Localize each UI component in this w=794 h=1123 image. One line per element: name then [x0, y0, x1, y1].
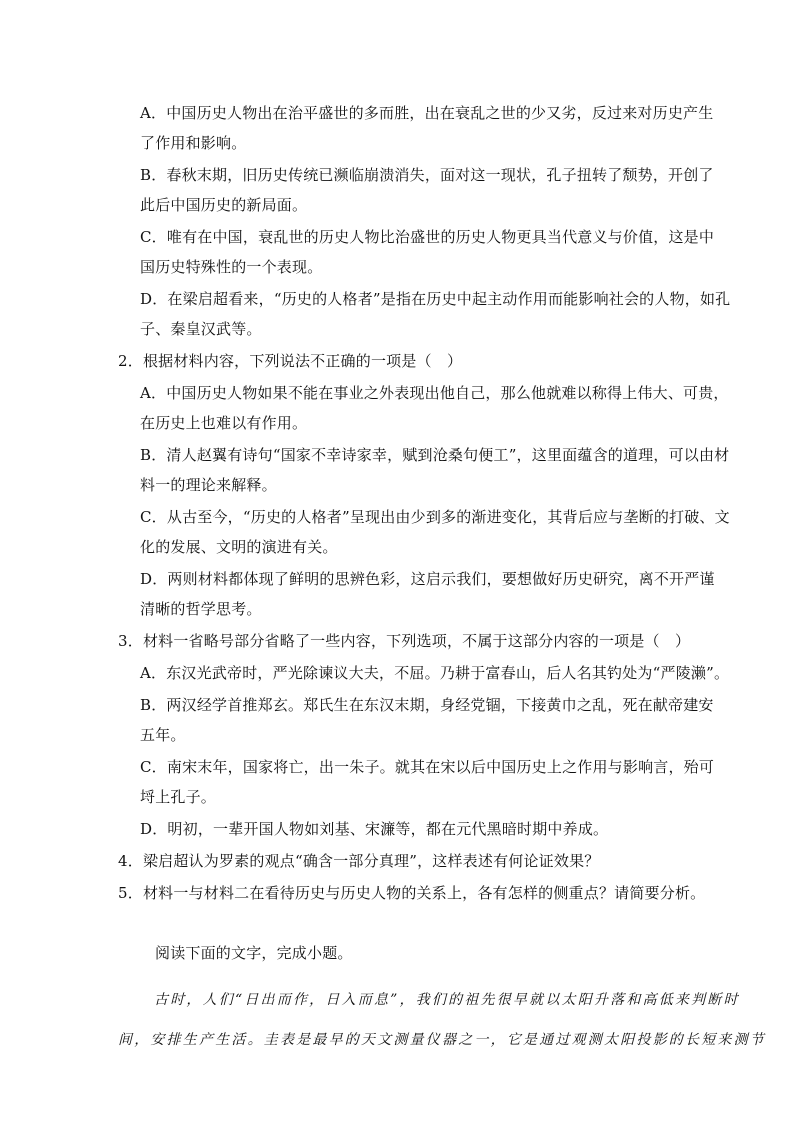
q2-option-c-line1: C．从古至今，“历史的人格者”呈现出由少到多的渐进变化，其背后应与垄断的打破、文 [140, 508, 730, 526]
q4-stem: 4．梁启超认为罗素的观点“确含一部分真理”，这样表述有何论证效果？ [118, 852, 600, 870]
q1-option-d-line1: D．在梁启超看来，“历史的人格者”是指在历史中起主动作用而能影响社会的人物，如孔 [140, 290, 731, 308]
passage-line-2: 间，安排生产生活。圭表是最早的天文测量仪器之一，它是通过观测太阳投影的长短来测节 [118, 1032, 766, 1048]
q1-option-a-line1: A．中国历史人物出在治平盛世的多而胜，出在衰乱之世的少又劣，反过来对历史产生 [140, 104, 714, 122]
q1-option-a-line2: 了作用和影响。 [140, 134, 247, 152]
passage-line-1: 古时，人们“日出而作，日入而息”，我们的祖先很早就以太阳升落和高低来判断时 [154, 992, 740, 1008]
q3-option-b-line2: 五年。 [140, 726, 186, 744]
q1-option-c-line1: C．唯有在中国，衰乱世的历史人物比治盛世的历史人物更具当代意义与价值，这是中 [140, 228, 715, 246]
q1-option-b-line1: B．春秋末期，旧历史传统已濒临崩溃消失，面对这一现状，孔子扭转了颓势，开创了 [140, 166, 714, 184]
q2-option-d-line1: D．两则材料都体现了鲜明的思辨色彩，这启示我们，要想做好历史研究，离不开严谨 [140, 570, 715, 588]
q2-option-a-line1: A．中国历史人物如果不能在事业之外表现出他自己，那么他就难以称得上伟大、可贵， [140, 384, 729, 402]
q1-option-d-line2: 子、秦皇汉武等。 [140, 320, 262, 338]
reading-intro: 阅读下面的文字，完成小题。 [155, 944, 353, 962]
q2-option-a-line2: 在历史上也难以有作用。 [140, 414, 308, 432]
q3-option-c-line2: 埒上孔子。 [140, 788, 217, 806]
q1-option-c-line2: 国历史特殊性的一个表现。 [140, 258, 323, 276]
q2-stem: 2．根据材料内容，下列说法不正确的一项是（ ） [118, 352, 463, 370]
q2-option-d-line2: 清晰的哲学思考。 [140, 600, 262, 618]
q5-stem: 5．材料一与材料二在看待历史与历史人物的关系上，各有怎样的侧重点？请简要分析。 [118, 884, 706, 902]
q3-stem: 3．材料一省略号部分省略了一些内容，下列选项，不属于这部分内容的一项是（ ） [118, 632, 691, 650]
q2-option-c-line2: 化的发展、文明的演进有关。 [140, 538, 338, 556]
q3-option-a-line1: A．东汉光武帝时，严光除谏议大夫，不屈。乃耕于富春山，后人名其钓处为“严陵濑”。 [140, 664, 730, 682]
q3-option-b-line1: B．两汉经学首推郑玄。郑氏生在东汉末期，身经党锢，下接黄巾之乱，死在献帝建安 [140, 696, 714, 714]
q1-option-b-line2: 此后中国历史的新局面。 [140, 196, 308, 214]
q2-option-b-line2: 料一的理论来解释。 [140, 476, 277, 494]
q3-option-c-line1: C．南宋末年，国家将亡，出一朱子。就其在宋以后中国历史上之作用与影响言，殆可 [140, 758, 715, 776]
q3-option-d-line1: D．明初，一辈开国人物如刘基、宋濂等，都在元代黑暗时期中养成。 [140, 820, 609, 838]
q2-option-b-line1: B．清人赵翼有诗句“国家不幸诗家幸，赋到沧桑句便工”，这里面蕴含的道理，可以由材 [140, 446, 730, 464]
